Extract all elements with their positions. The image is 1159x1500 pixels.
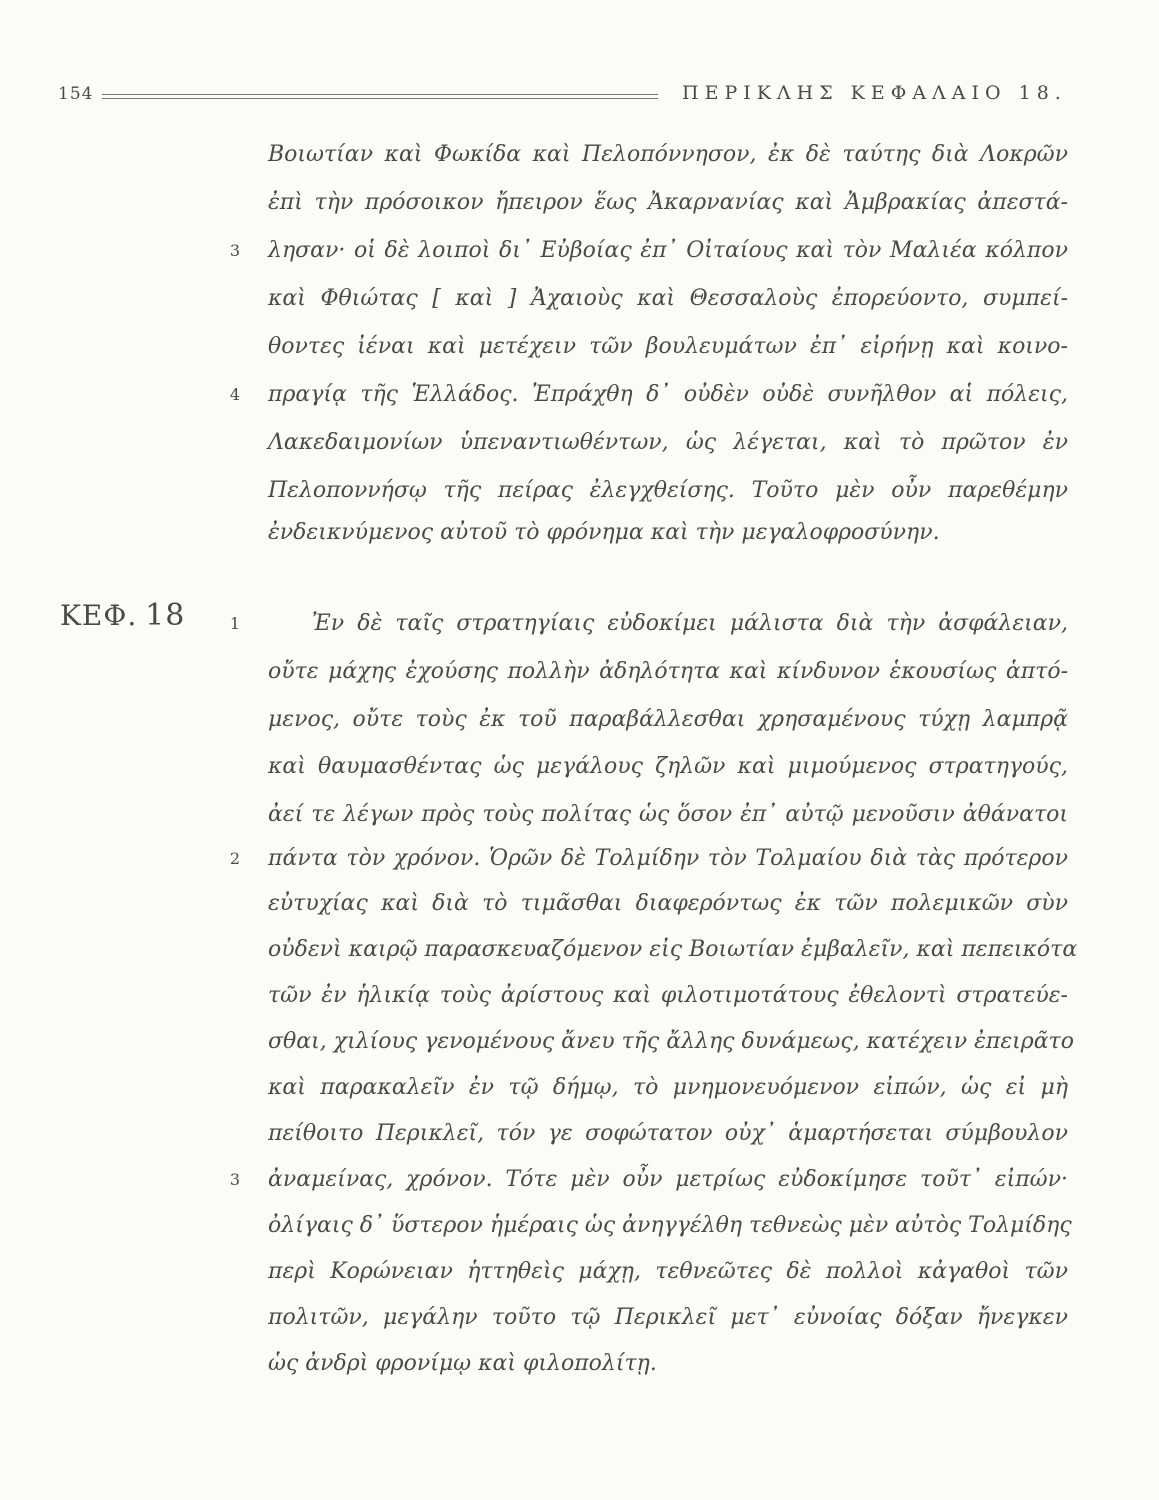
text-line: τῶν ἐν ἡλικίᾳ τοὺς ἀρίστους καὶ φιλοτιμοτάτους ἐθελοντὶ στρατεύε-: [268, 983, 1068, 1008]
text-line: μενος, οὔτε τοὺς ἐκ τοῦ παραβάλλεσθαι χρησαμένους τύχῃ λαμπρᾷ: [268, 707, 1068, 732]
text-line: εὐτυχίας καὶ διὰ τὸ τιμᾶσθαι διαφερόντως ἐκ τῶν πολεμικῶν σὺν: [268, 891, 1068, 916]
line-number: 2: [229, 849, 241, 868]
chapter-prefix: ΚΕΦ.: [60, 599, 138, 632]
text-line: περὶ Κορώνειαν ἡττηθεὶς μάχῃ, τεθνεῶτες δὲ πολλοὶ κἀγαθοὶ τῶν: [268, 1259, 1068, 1284]
chapter-number: 18: [145, 598, 186, 633]
header-rule: [102, 94, 658, 99]
text-line: καὶ παρακαλεῖν ἐν τῷ δήμῳ, τὸ μνημονευόμενον εἰπών, ὡς εἰ μὴ: [268, 1075, 1068, 1100]
text-line: ἀναμείνας, χρόνον. Τότε μὲν οὖν μετρίως εὐδοκίμησε τοῦτ᾽ εἰπών·: [268, 1167, 1068, 1192]
chapter-label: [60, 598, 185, 633]
text-line: πραγίᾳ τῆς Ἑλλάδος. Ἐπράχθη δ᾽ οὐδὲν οὐδὲ συνῆλθον αἱ πόλεις,: [268, 382, 1068, 407]
text-line: ἐνδεικνύμενος αὐτοῦ τὸ φρόνημα καὶ τὴν μεγαλοφροσύνην.: [268, 520, 940, 545]
text-line: πολιτῶν, μεγάλην τοῦτο τῷ Περικλεῖ μετ᾽ εὐνοίας δόξαν ἤνεγκεν: [268, 1305, 1068, 1330]
text-line: σθαι, χιλίους γενομένους ἄνευ τῆς ἄλλης δυνάμεως, κατέχειν ἐπειρᾶτο: [268, 1029, 1074, 1054]
text-line: οὔτε μάχης ἐχούσης πολλὴν ἀδηλότητα καὶ κίνδυνον ἑκουσίως ἁπτό-: [268, 659, 1068, 684]
line-number: 4: [229, 385, 241, 404]
text-line: οὐδενὶ καιρῷ παρασκευαζόμενον εἰς Βοιωτίαν ἐμβαλεῖν, καὶ πεπεικότα: [268, 937, 1078, 962]
line-number: 1: [229, 614, 241, 633]
text-line: Πελοποννήσῳ τῆς πείρας ἐλεγχθείσης. Τοῦτο μὲν οὖν παρεθέμην: [268, 478, 1068, 503]
text-line: ὀλίγαις δ᾽ ὕστερον ἡμέραις ὡς ἀνηγγέλθη τεθνεὼς μὲν αὐτὸς Τολμίδης: [268, 1213, 1072, 1238]
text-line: Ἐν δὲ ταῖς στρατηγίαις εὐδοκίμει μάλιστα διὰ τὴν ἀσφάλειαν,: [312, 611, 1068, 636]
text-line: ἀεί τε λέγων πρὸς τοὺς πολίτας ὡς ὅσον ἐπ᾽ αὐτῷ μενοῦσιν ἀθάνατοι: [268, 802, 1068, 827]
running-head: ΠΕΡΙΚΛΗΣ ΚΕΦΑΛΑΙΟ 18.: [682, 82, 1067, 104]
text-line: καὶ Φθιώτας [ καὶ ] Ἀχαιοὺς καὶ Θεσσαλοὺς ἐπορεύοντο, συμπεί-: [268, 286, 1068, 311]
text-line: ἐπὶ τὴν πρόσοικον ἤπειρον ἕως Ἀκαρνανίας καὶ Ἀμβρακίας ἀπεστά-: [268, 190, 1068, 215]
text-line: ὡς ἀνδρὶ φρονίμῳ καὶ φιλοπολίτῃ.: [268, 1351, 657, 1376]
line-number: 3: [229, 241, 241, 260]
text-line: πάντα τὸν χρόνον. Ὁρῶν δὲ Τολμίδην τὸν Τολμαίου διὰ τὰς πρότερον: [268, 846, 1068, 871]
page-header: [58, 84, 1120, 114]
line-number: 3: [229, 1170, 241, 1189]
text-line: Λακεδαιμονίων ὑπεναντιωθέντων, ὡς λέγεται, καὶ τὸ πρῶτον ἐν: [268, 430, 1068, 455]
text-line: θοντες ἰέναι καὶ μετέχειν τῶν βουλευμάτων ἐπ᾽ εἰρήνῃ καὶ κοινο-: [268, 334, 1068, 359]
text-line: καὶ θαυμασθέντας ὡς μεγάλους ζηλῶν καὶ μιμούμενος στρατηγούς,: [268, 754, 1068, 779]
text-line: πείθοιτο Περικλεῖ, τόν γε σοφώτατον οὐχ᾽ ἁμαρτήσεται σύμβουλον: [268, 1121, 1068, 1146]
text-line: λησαν· οἱ δὲ λοιποὶ δι᾽ Εὐβοίας ἐπ᾽ Οἰταίους καὶ τὸν Μαλιέα κόλπον: [268, 238, 1068, 263]
page-number: 154: [58, 84, 94, 104]
text-line: Βοιωτίαν καὶ Φωκίδα καὶ Πελοπόννησον, ἐκ δὲ ταύτης διὰ Λοκρῶν: [268, 142, 1068, 167]
